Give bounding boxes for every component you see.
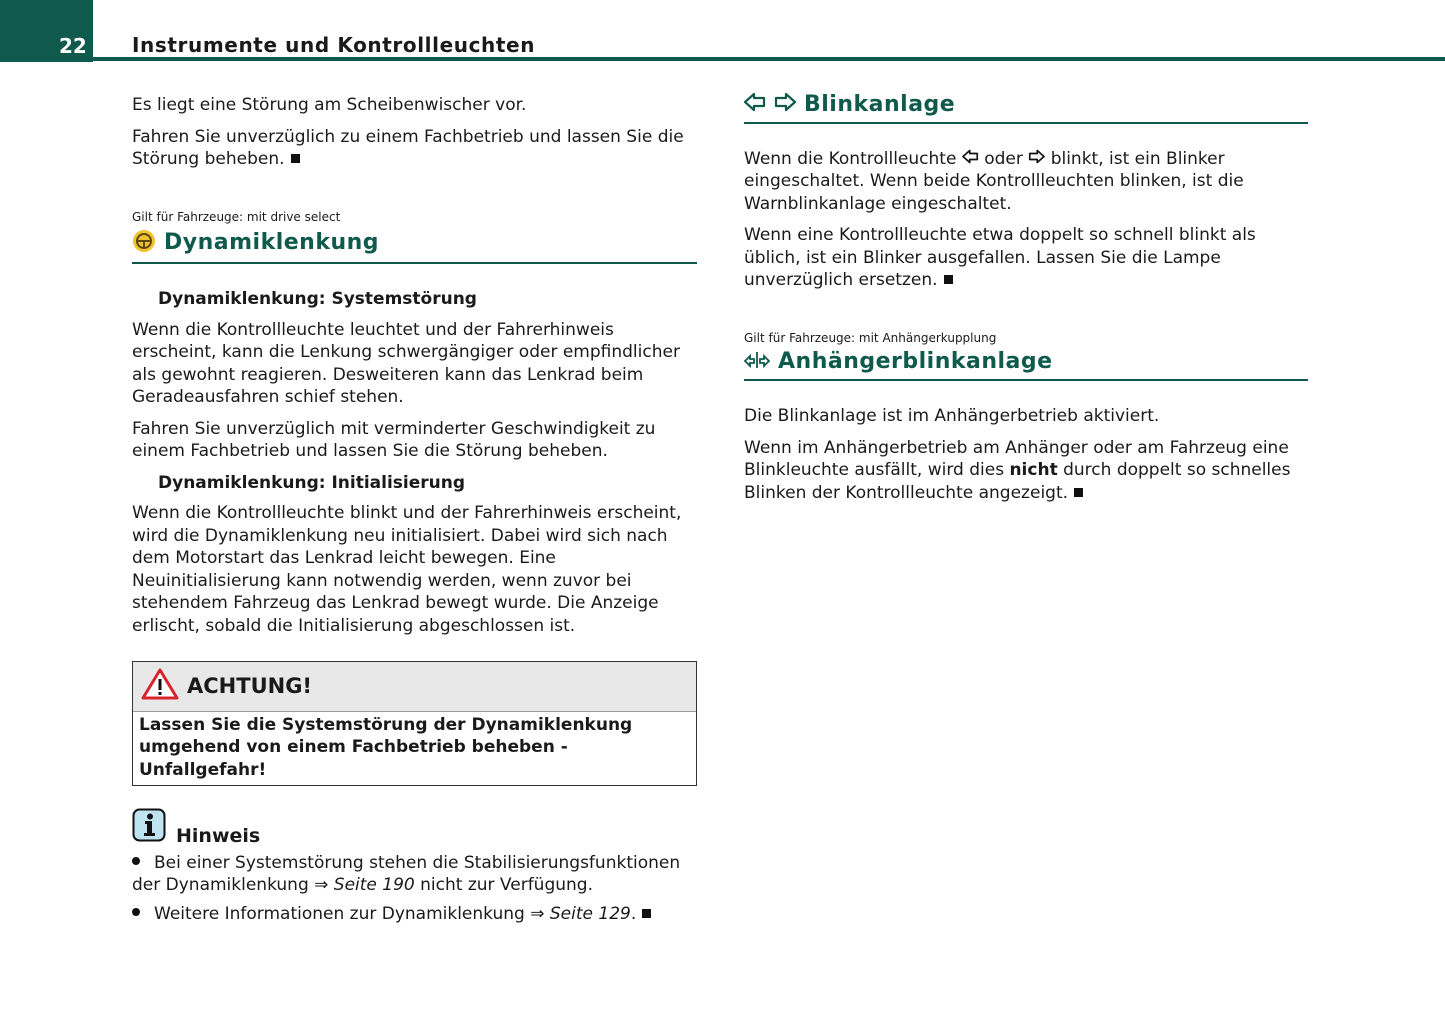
section-title-anhaengerblinkanlage: Anhängerblinkanlage bbox=[744, 350, 1308, 380]
turn-signal-right-icon bbox=[1028, 148, 1045, 171]
anhaenger-paragraph-1: Die Blinkanlage ist im Anhängerbetrieb aktiviert. bbox=[744, 406, 1160, 426]
subsection-title-systemstoerung: Dynamiklenkung: Systemstörung bbox=[158, 289, 477, 309]
applies-to-note: Gilt für Fahrzeuge: mit drive select bbox=[132, 209, 341, 224]
blinkanlage-paragraph-2: Wenn eine Kontrollleuchte etwa doppelt so schnell blinkt als üblich, ist ein Blinker ausgefallen. Lassen Sie die Lampe unverzüglich ersetzen. bbox=[744, 225, 1256, 290]
warning-triangle-icon bbox=[141, 668, 179, 705]
section-rule bbox=[744, 379, 1308, 381]
subsection-title-initialisierung: Dynamiklenkung: Initialisierung bbox=[158, 472, 466, 493]
left-column bbox=[132, 94, 697, 931]
right-column bbox=[744, 92, 1308, 513]
bullet-icon bbox=[132, 908, 140, 916]
turn-signal-left-icon bbox=[744, 92, 766, 118]
section-title-blinkanlage: Blinkanlage bbox=[744, 92, 1308, 122]
steering-warning-icon bbox=[132, 229, 156, 259]
end-mark-icon bbox=[642, 909, 651, 918]
note-header bbox=[132, 808, 697, 848]
page-number: 22 bbox=[59, 34, 87, 58]
intro-paragraph-2: Fahren Sie unverzüglich zu einem Fachbetrieb und lassen Sie die Störung beheben. bbox=[132, 126, 684, 169]
page-title: Instrumente und Kontrollleuchten bbox=[132, 33, 536, 57]
intro-paragraph-1: Es liegt eine Störung am Scheibenwischer vor. bbox=[132, 95, 527, 115]
turn-signal-right-icon bbox=[774, 92, 796, 118]
warning-box bbox=[132, 661, 697, 786]
bullet-icon bbox=[132, 857, 140, 865]
note-title: Hinweis bbox=[176, 825, 261, 847]
warning-title: ACHTUNG! bbox=[187, 674, 313, 698]
header-rule bbox=[93, 57, 1445, 61]
turn-signal-left-icon bbox=[962, 148, 979, 171]
note-bullet-1: Bei einer Systemstörung stehen die Stabilisierungsfunktionen der Dynamiklenkung ⇒ Seite 190 nicht zur Verfügung. bbox=[132, 852, 681, 895]
info-icon bbox=[132, 808, 166, 848]
end-mark-icon bbox=[291, 154, 300, 163]
initialisierung-paragraph: Wenn die Kontrollleuchte blinkt und der Fahrerhinweis erscheint, wird die Dynamiklenkung neu initialisiert. Dabei wird sich nach dem Motorstart das Lenkrad leicht bewegen. Eine Neuinitialisierung kann notwendig werden, wenn zuvor bei stehendem Fahrzeug das Lenkrad bewegt wurde. Die Anzeige erlischt, sobald die Initialisierung abgeschlossen ist. bbox=[132, 503, 682, 636]
end-mark-icon bbox=[944, 275, 953, 284]
systemstoerung-paragraph-2: Fahren Sie unverzüglich mit verminderter Geschwindigkeit zu einem Fachbetrieb und lassen Sie die Störung beheben. bbox=[132, 418, 656, 461]
systemstoerung-paragraph-1: Wenn die Kontrollleuchte leuchtet und der Fahrerhinweis erscheint, kann die Lenkung schwergängiger oder empfindlicher als gewohnt reagieren. Desweiteren kann das Lenkrad beim Geradeausfahren schief stehen. bbox=[132, 319, 680, 407]
section-title-dynamiklenkung: Dynamiklenkung bbox=[132, 229, 697, 263]
warning-header bbox=[133, 662, 696, 712]
section-rule bbox=[744, 122, 1308, 124]
warning-text: Lassen Sie die Systemstörung der Dynamiklenkung umgehend von einem Fachbetrieb beheben - Unfallgefahr! bbox=[139, 714, 633, 780]
applies-to-note: Gilt für Fahrzeuge: mit Anhängerkupplung bbox=[744, 330, 997, 345]
trailer-turn-signal-icon bbox=[744, 350, 770, 376]
section-rule bbox=[132, 262, 697, 264]
anhaenger-paragraph-2: Wenn im Anhängerbetrieb am Anhänger oder am Fahrzeug eine Blinkleuchte ausfällt, wird dies nicht durch doppelt so schnelles Blinken der Kontrollleuchte angezeigt. bbox=[744, 437, 1291, 503]
page-reference-link[interactable]: Seite 129 bbox=[549, 903, 631, 924]
blinkanlage-paragraph-1: Wenn die Kontrollleuchte oder blinkt, ist ein Blinker eingeschaltet. Wenn beide Kontrollleuchten blinken, ist die Warnblinkanlage eingeschaltet. bbox=[744, 148, 1244, 214]
note-block bbox=[132, 808, 697, 925]
end-mark-icon bbox=[1074, 488, 1083, 497]
page-reference-link[interactable]: Seite 190 bbox=[333, 875, 415, 895]
note-bullet-2: Weitere Informationen zur Dynamiklenkung ⇒ Seite 129. bbox=[132, 903, 697, 926]
